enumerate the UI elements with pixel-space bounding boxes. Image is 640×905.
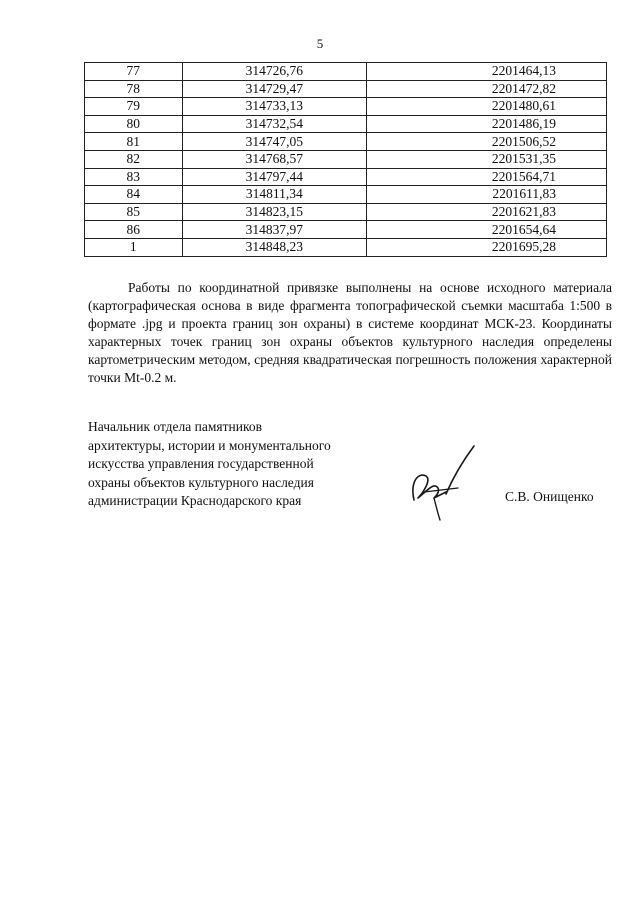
table-row bbox=[85, 98, 607, 116]
y-coordinate-cell: 2201486,19 bbox=[367, 115, 607, 133]
point-number-cell: 84 bbox=[85, 186, 183, 204]
signer-name: С.В. Онищенко bbox=[505, 489, 594, 504]
x-coordinate-cell: 314732,54 bbox=[182, 115, 366, 133]
signatory-title bbox=[88, 418, 388, 511]
y-coordinate-cell: 2201472,82 bbox=[367, 80, 607, 98]
table-row bbox=[85, 133, 607, 151]
point-number-cell: 78 bbox=[85, 80, 183, 98]
x-coordinate-cell: 314729,47 bbox=[182, 80, 366, 98]
point-number-cell: 77 bbox=[85, 63, 183, 81]
point-number-cell: 85 bbox=[85, 203, 183, 221]
handwritten-signature-icon bbox=[400, 442, 490, 522]
point-number-cell: 82 bbox=[85, 150, 183, 168]
point-number-cell: 1 bbox=[85, 238, 183, 256]
y-coordinate-cell: 2201480,61 bbox=[367, 98, 607, 116]
page-number: 5 bbox=[316, 36, 324, 51]
point-number-cell: 83 bbox=[85, 168, 183, 186]
point-number-cell: 80 bbox=[85, 115, 183, 133]
x-coordinate-cell: 314848,23 bbox=[182, 238, 366, 256]
method-paragraph-text: Работы по координатной привязке выполнены на основе исходного материала (картографическая основа в виде фрагмента топографической съемки масштаба 1:500 в формате .jpg и проекта границ зон охраны) в системе координат МСК-23. Координаты характерных точек границ зон охраны объектов культурного наследия определены картометрическим методом, средняя квадратическая погрешность положения характерной точки Mt-0.2 м. bbox=[88, 280, 612, 385]
table-row bbox=[85, 168, 607, 186]
signatory-title-line: охраны объектов культурного наследия bbox=[88, 474, 314, 490]
x-coordinate-cell: 314811,34 bbox=[182, 186, 366, 204]
coordinates-table bbox=[84, 62, 607, 257]
y-coordinate-cell: 2201564,71 bbox=[367, 168, 607, 186]
x-coordinate-cell: 314823,15 bbox=[182, 203, 366, 221]
x-coordinate-cell: 314747,05 bbox=[182, 133, 366, 151]
point-number-cell: 79 bbox=[85, 98, 183, 116]
signatory-title-line: архитектуры, истории и монументального bbox=[88, 437, 331, 453]
y-coordinate-cell: 2201654,64 bbox=[367, 221, 607, 239]
x-coordinate-cell: 314768,57 bbox=[182, 150, 366, 168]
y-coordinate-cell: 2201531,35 bbox=[367, 150, 607, 168]
table-row bbox=[85, 221, 607, 239]
method-paragraph bbox=[88, 279, 612, 387]
x-coordinate-cell: 314726,76 bbox=[182, 63, 366, 81]
y-coordinate-cell: 2201695,28 bbox=[367, 238, 607, 256]
table-row bbox=[85, 150, 607, 168]
x-coordinate-cell: 314837,97 bbox=[182, 221, 366, 239]
signatory-title-line: искусства управления государственной bbox=[88, 456, 314, 471]
x-coordinate-cell: 314733,13 bbox=[182, 98, 366, 116]
y-coordinate-cell: 2201464,13 bbox=[367, 63, 607, 81]
point-number-cell: 86 bbox=[85, 221, 183, 239]
y-coordinate-cell: 2201506,52 bbox=[367, 133, 607, 151]
table-row bbox=[85, 203, 607, 221]
signatory-title-line: администрации Краснодарского края bbox=[88, 493, 302, 508]
y-coordinate-cell: 2201621,83 bbox=[367, 203, 607, 221]
table-row bbox=[85, 80, 607, 98]
x-coordinate-cell: 314797,44 bbox=[182, 168, 366, 186]
table-row bbox=[85, 238, 607, 256]
table-row bbox=[85, 115, 607, 133]
signatory-title-line: Начальник отдела памятников bbox=[88, 419, 262, 434]
point-number-cell: 81 bbox=[85, 133, 183, 151]
table-row bbox=[85, 186, 607, 204]
y-coordinate-cell: 2201611,83 bbox=[367, 186, 607, 204]
table-row bbox=[85, 63, 607, 81]
